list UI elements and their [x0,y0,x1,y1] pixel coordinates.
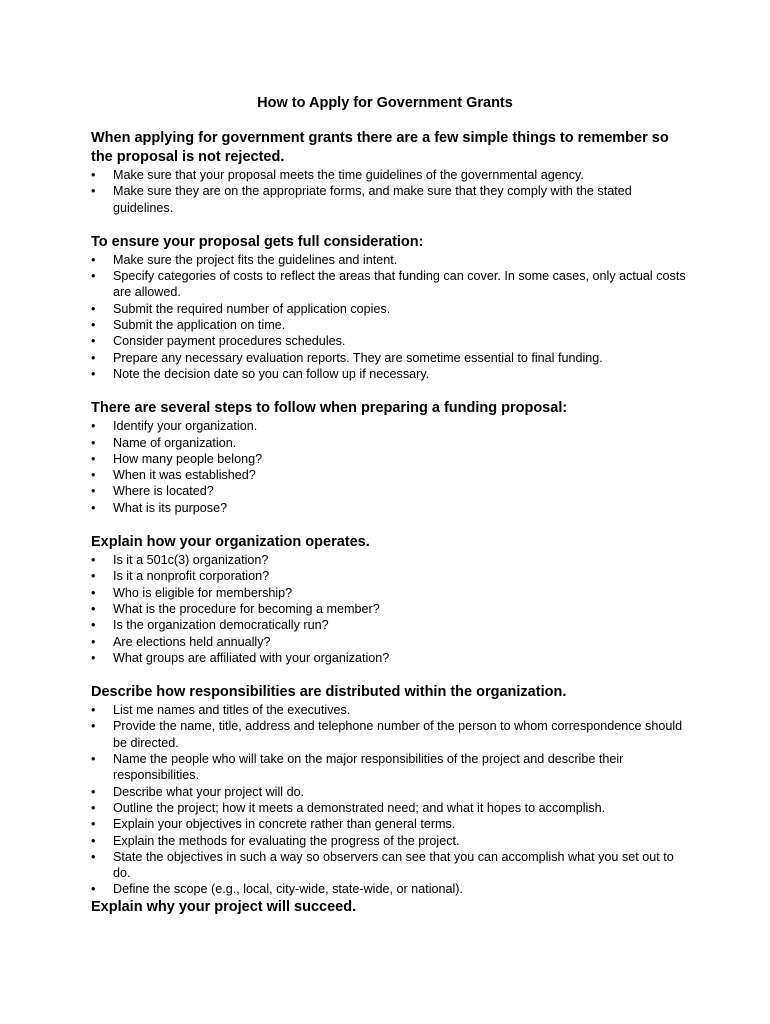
list-item-text: Provide the name, title, address and telephone number of the person to whom correspondence should be directed. [113,719,683,750]
list-item-text: Is the organization democratically run? [113,618,329,633]
list-item-text: Note the decision date so you can follow up if necessary. [113,366,430,381]
bullet-icon: • [91,484,96,499]
bullet-list [91,418,691,516]
list-item-text: Prepare any necessary evaluation reports. They are sometime essential to final funding. [113,350,603,365]
bullet-icon: • [91,350,96,365]
section-avoid-rejection [91,129,691,216]
list-item-text: Make sure the project fits the guidelines and intent. [113,252,398,267]
list-item-text: Are elections held annually? [113,634,271,649]
bullet-icon: • [91,269,96,284]
document-body [91,129,691,917]
bullet-icon: • [91,419,96,434]
list-item-text: Who is eligible for membership? [113,585,293,600]
list-item [91,784,691,800]
list-item-text: Explain the methods for evaluating the progress of the project. [113,833,460,848]
section-heading: Describe how responsibilities are distributed within the organization. [91,684,567,701]
bullet-icon: • [91,585,96,600]
list-item [91,833,691,849]
list-item-text: Make sure that your proposal meets the time guidelines of the governmental agency. [113,168,584,182]
list-item-text: State the objectives in such a way so observers can see that you can accomplish what you set out to do. [113,849,674,881]
bullet-icon: • [91,618,96,633]
list-item [91,702,691,718]
bullet-icon: • [91,468,96,483]
list-item [91,268,691,301]
list-item [91,617,691,633]
section-heading: When applying for government grants there are a few simple things to remember so the proposal is not rejected. [91,130,669,165]
bullet-icon: • [91,451,96,466]
list-item-text: Submit the required number of application copies. [113,301,391,316]
list-item-text: List me names and titles of the executives. [113,703,351,718]
list-item [91,167,691,183]
list-item [91,467,691,483]
list-item [91,483,691,499]
list-item [91,816,691,832]
list-item [91,849,691,882]
bullet-icon: • [91,435,96,450]
list-item-text: Specify categories of costs to reflect the areas that funding can cover. In some cases, only actual costs are allowed. [113,269,686,300]
bullet-icon: • [91,553,96,568]
bullet-icon: • [91,634,96,649]
final-heading: Explain why your project will succeed. [91,898,357,915]
bullet-icon: • [91,366,96,381]
bullet-icon: • [91,184,96,199]
section-funding-steps [91,399,691,516]
list-item [91,418,691,434]
list-item-text: Is it a nonprofit corporation? [113,569,270,584]
list-item [91,500,691,516]
list-item [91,585,691,601]
list-item [91,183,691,216]
bullet-icon: • [91,784,96,799]
list-item-text: Identify your organization. [113,419,258,434]
bullet-icon: • [91,849,96,864]
bullet-list [91,552,691,666]
bullet-icon: • [91,318,96,333]
list-item-text: Explain your objectives in concrete rather than general terms. [113,817,456,832]
bullet-icon: • [91,833,96,848]
list-item-text: Name of organization. [113,435,237,450]
section-full-consideration [91,233,691,382]
list-item [91,366,691,382]
bullet-list [91,702,691,898]
bullet-icon: • [91,569,96,584]
bullet-icon: • [91,719,96,734]
list-item-text: Consider payment procedures schedules. [113,334,346,349]
list-item [91,634,691,650]
list-item-text: What groups are affiliated with your organization? [113,650,390,665]
list-item [91,601,691,617]
bullet-icon: • [91,252,96,267]
document-title: How to Apply for Government Grants [257,95,513,111]
section-heading: There are several steps to follow when preparing a funding proposal: [91,400,568,417]
section-heading: Explain how your organization operates. [91,534,370,551]
bullet-list [91,167,691,216]
bullet-icon: • [91,817,96,832]
list-item [91,751,691,784]
bullet-icon: • [91,500,96,515]
list-item [91,252,691,268]
bullet-icon: • [91,301,96,316]
bullet-icon: • [91,168,96,182]
bullet-icon: • [91,882,96,897]
bullet-icon: • [91,752,96,767]
section-operations [91,533,691,666]
list-item-text: Is it a 501c(3) organization? [113,553,269,568]
bullet-icon: • [91,800,96,815]
list-item [91,435,691,451]
list-item [91,881,691,897]
list-item-text: Outline the project; how it meets a demonstrated need; and what it hopes to accomplish. [113,800,606,815]
list-item [91,301,691,317]
bullet-list [91,252,691,382]
list-item-text: What is the procedure for becoming a member? [113,601,380,616]
list-item-text: Make sure they are on the appropriate forms, and make sure that they comply with the stated guidelines. [113,184,632,215]
list-item [91,800,691,816]
list-item [91,552,691,568]
section-heading: To ensure your proposal gets full consideration: [91,233,424,250]
list-item-text: Submit the application on time. [113,318,286,333]
list-item-text: Name the people who will take on the major responsibilities of the project and describe their responsibilities. [113,752,624,783]
bullet-icon: • [91,334,96,349]
bullet-icon: • [91,703,96,718]
list-item [91,650,691,666]
list-item-text: How many people belong? [113,451,263,466]
bullet-icon: • [91,650,96,665]
list-item [91,568,691,584]
list-item [91,350,691,366]
list-item-text: When it was established? [113,468,256,483]
list-item [91,451,691,467]
list-item-text: Describe what your project will do. [113,784,305,799]
list-item [91,317,691,333]
bullet-icon: • [91,601,96,616]
list-item [91,333,691,349]
list-item-text: What is its purpose? [113,500,228,515]
list-item [91,718,691,751]
list-item-text: Define the scope (e.g., local, city-wide, state-wide, or national). [113,882,463,897]
list-item-text: Where is located? [113,484,214,499]
section-responsibilities [91,683,691,898]
